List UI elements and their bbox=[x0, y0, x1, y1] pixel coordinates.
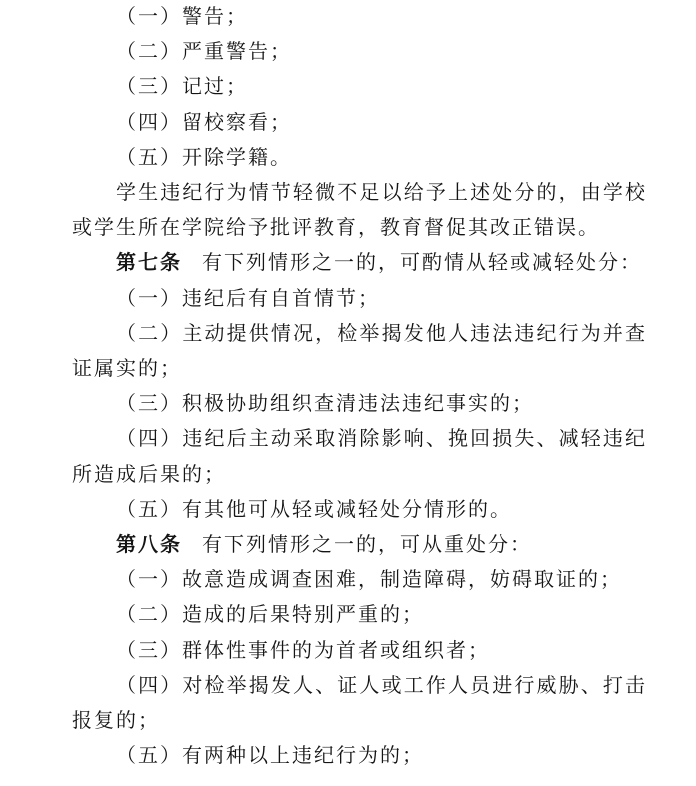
paragraph-text: （四）留校察看； bbox=[116, 111, 292, 134]
paragraph-text: （一）警告； bbox=[116, 6, 248, 28]
paragraph-text: （三）群体性事件的为首者或组织者； bbox=[116, 639, 490, 662]
paragraph-text: 学生违纪行为情节轻微不足以给予上述处分的，由学校或学生所在学院给予批评教育，教育督促其改正错误。 bbox=[72, 182, 647, 240]
paragraph-text: （二）造成的后果特别严重的； bbox=[116, 604, 424, 627]
paragraph-text: （三）积极协助组织查清违法违纪事实的； bbox=[116, 393, 534, 416]
paragraph-text: （五）开除学籍。 bbox=[116, 146, 292, 169]
paragraph-text: （五）有其他可从轻或减轻处分情形的。 bbox=[116, 498, 512, 521]
paragraph-text: （二）严重警告； bbox=[116, 41, 292, 64]
paragraph-text: （四）对检举揭发人、证人或工作人员进行威胁、打击报复的； bbox=[72, 674, 647, 733]
penalty-item-2 bbox=[72, 35, 647, 70]
article-8-number: 第八条 bbox=[116, 534, 182, 557]
article-7-heading bbox=[72, 246, 647, 281]
minor-violation-paragraph bbox=[72, 176, 647, 246]
leniency-item-3 bbox=[72, 387, 647, 422]
aggravation-item-3 bbox=[72, 634, 647, 669]
penalty-item-3 bbox=[72, 70, 647, 105]
paragraph-text: （四）违纪后主动采取消除影响、挽回损失、减轻违纪所造成后果的； bbox=[72, 428, 647, 486]
leniency-item-1 bbox=[72, 282, 647, 317]
paragraph-text: （三）记过； bbox=[116, 76, 248, 99]
paragraph-text: （二）主动提供情况，检举揭发他人违法违纪行为并查证属实的； bbox=[72, 322, 647, 381]
leniency-item-2 bbox=[72, 317, 647, 387]
aggravation-item-1 bbox=[72, 563, 647, 598]
aggravation-item-2 bbox=[72, 598, 647, 633]
penalty-item-1 bbox=[72, 0, 647, 35]
article-8-text: 有下列情形之一的，可从重处分： bbox=[202, 534, 532, 557]
aggravation-item-4 bbox=[72, 669, 647, 739]
article-8-heading bbox=[72, 528, 647, 563]
paragraph-text: （一）违纪后有自首情节； bbox=[116, 287, 380, 310]
article-7-number: 第七条 bbox=[116, 252, 182, 275]
penalty-item-5 bbox=[72, 141, 647, 176]
article-7-text: 有下列情形之一的，可酌情从轻或减轻处分： bbox=[202, 252, 642, 275]
leniency-item-5 bbox=[72, 493, 647, 528]
aggravation-item-5 bbox=[72, 739, 647, 774]
paragraph-text: （五）有两种以上违纪行为的； bbox=[116, 745, 424, 768]
paragraph-text: （一）故意造成调查困难，制造障碍，妨碍取证的； bbox=[116, 569, 622, 592]
penalty-item-4 bbox=[72, 106, 647, 141]
leniency-item-4 bbox=[72, 422, 647, 492]
